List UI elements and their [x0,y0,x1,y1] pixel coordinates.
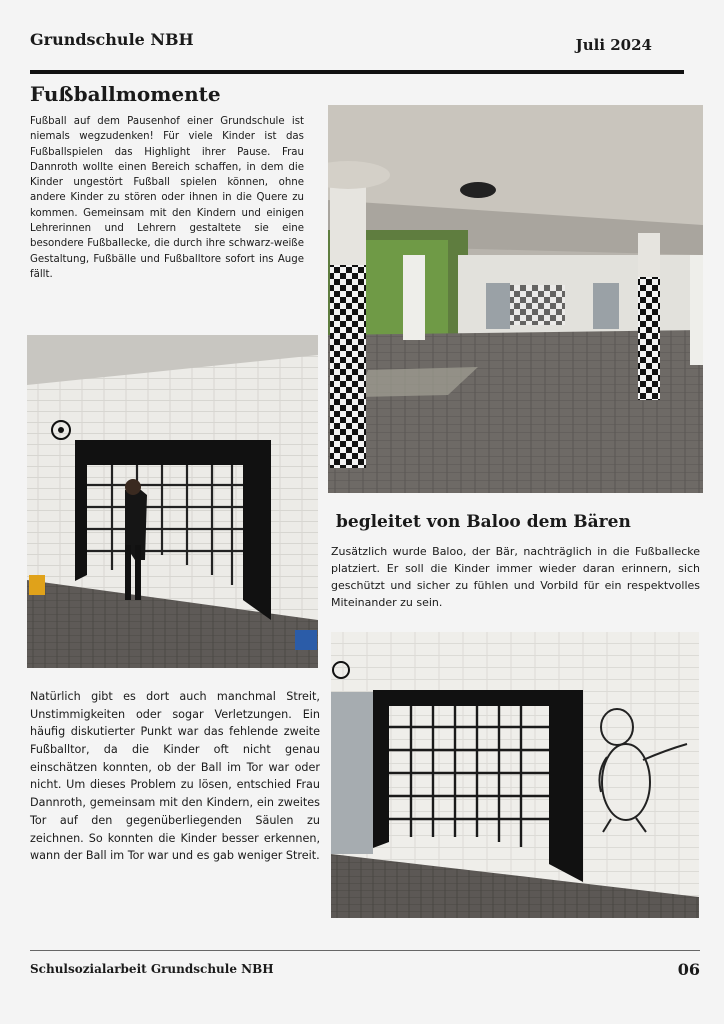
article-title: Fußballmomente [30,82,221,106]
photo-painting-goal [27,335,318,668]
page-number: 06 [677,960,700,979]
conflict-paragraph: Natürlich gibt es dort auch manchmal Streit, Unstimmigkeiten oder sogar Verletzungen. Ein häufig diskutierter Punkt war das fehlende zweite Fußballtor, da die Kinder oft nicht genau einschätzen konnten, ob der Ball im Tor war oder nicht. Um dieses Problem zu lösen, entschied Frau Dannroth, gemeinsam mit den Kindern, ein zweites Tor auf den gegenüberliegenden Säulen zu zeichnen. So konnten die Kinder besser erkennen, wann der Ball im Tor war und es gab weniger Streit. [30,690,320,863]
school-name: Grundschule NBH [30,30,194,49]
covered-hall-illustration [328,105,703,493]
issue-date: Juli 2024 [575,36,652,54]
photo-goal-with-baloo [331,632,699,918]
footer-rule [30,950,700,951]
header-rule [30,70,684,74]
footer-label: Schulsozialarbeit Grundschule NBH [30,962,274,976]
section-subtitle: begleitet von Baloo dem Bären [336,512,631,532]
baloo-paragraph: Zusätzlich wurde Baloo, der Bär, nachträglich in die Fußballecke platziert. Er soll die Kinder immer wieder daran erinnern, sich geschützt und sicher zu fühlen und Vorbild für ein respektvolles Miteinander zu sein. [331,545,700,610]
intro-paragraph: Fußball auf dem Pausenhof einer Grundschule ist niemals wegzudenken! Für viele Kinder ist das Fußballspielen das Highlight ihrer Pause. Frau Dannroth wollte einen Bereich schaffen, in dem die Kinder ungestört Fußball spielen können, ohne andere Kinder zu stören oder ihnen in die Quere zu kommen. Gemeinsam mit den Kindern und einigen Lehrerinnen und Lehrern gestaltete sie eine besondere Fußballecke, die durch ihre schwarz-weiße Gestaltung, Fußbälle und Fußballtore sofort ins Auge fällt. [30,116,304,280]
painting-goal-illustration [27,335,318,668]
photo-covered-hall [328,105,703,493]
goal-with-baloo-illustration [331,632,699,918]
